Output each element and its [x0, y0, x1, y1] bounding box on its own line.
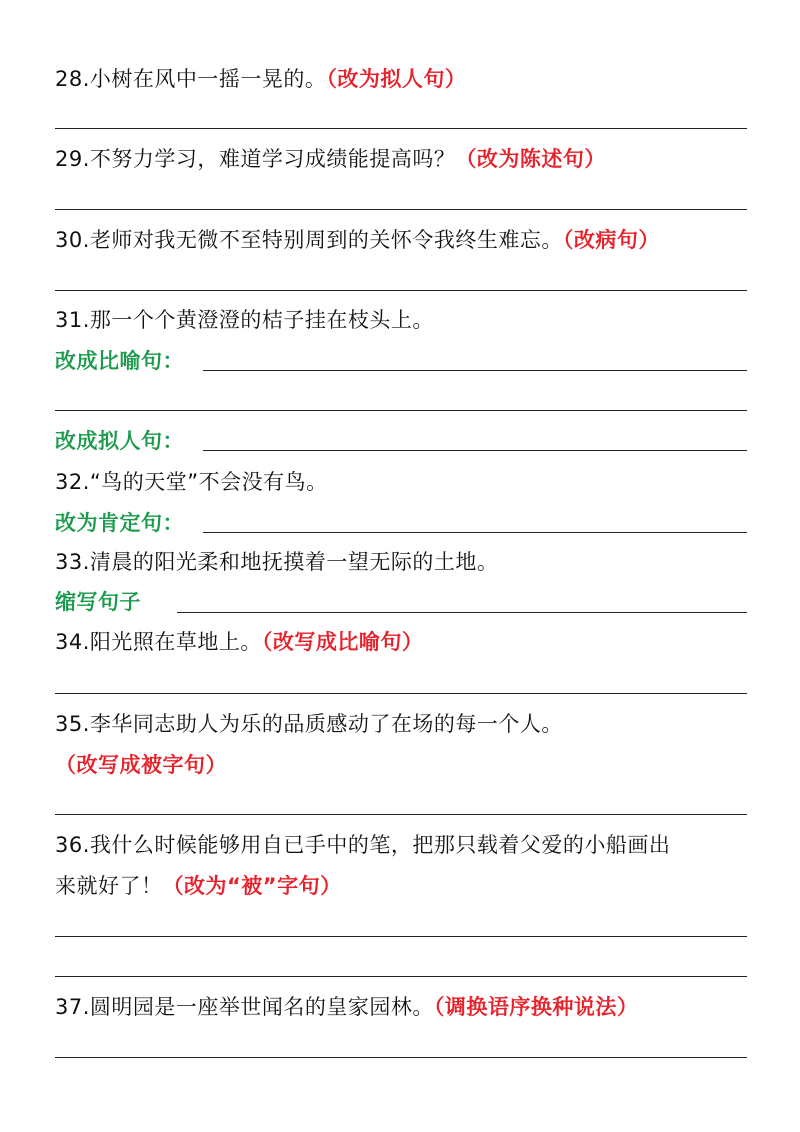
- answer-line[interactable]: [203, 532, 747, 533]
- question-number: 37.: [55, 995, 90, 1019]
- question-text: 阳光照在草地上。: [89, 630, 262, 654]
- question-34: [55, 628, 423, 656]
- instruction: （改为“被”字句）: [162, 874, 342, 898]
- prompt-shorten: 缩写句子: [55, 590, 141, 614]
- question-30: [55, 226, 660, 254]
- question-text: 那一个个黄澄澄的桔子挂在枝头上。: [89, 308, 434, 332]
- question-text: 我什么时候能够用自已手中的笔，把那只载着父爱的小船画出: [89, 833, 671, 857]
- question-32: [55, 468, 328, 496]
- question-number: 31.: [55, 308, 90, 332]
- prompt-affirmative: 改为肯定句：: [55, 511, 184, 535]
- question-number: 35.: [55, 712, 90, 736]
- question-37: [55, 993, 638, 1021]
- answer-line[interactable]: [177, 612, 747, 613]
- instruction: （调换语序换种说法）: [433, 995, 639, 1019]
- question-text: 来就好了！: [55, 874, 163, 898]
- prompt-personification: 改成拟人句：: [55, 429, 184, 453]
- question-number: 29.: [55, 147, 90, 171]
- question-number: 34.: [55, 630, 90, 654]
- answer-line[interactable]: [55, 410, 747, 411]
- question-text: “鸟的天堂”不会没有鸟。: [89, 470, 328, 494]
- instruction: （改写成比喻句）: [261, 630, 424, 654]
- instruction: （改为陈述句）: [455, 147, 606, 171]
- question-36: [55, 831, 670, 859]
- instruction: （改病句）: [562, 228, 660, 252]
- question-number: 32.: [55, 470, 90, 494]
- question-36-continued: [55, 872, 342, 900]
- question-28: [55, 65, 466, 93]
- question-number: 30.: [55, 228, 90, 252]
- prompt-metaphor: 改成比喻句：: [55, 349, 184, 373]
- question-text: 清晨的阳光柔和地抚摸着一望无际的土地。: [89, 550, 499, 574]
- answer-line[interactable]: [55, 936, 747, 937]
- question-29: [55, 145, 606, 173]
- answer-line[interactable]: [55, 976, 747, 977]
- answer-line[interactable]: [55, 1057, 747, 1058]
- answer-line[interactable]: [203, 370, 747, 371]
- answer-line[interactable]: [55, 290, 747, 291]
- answer-line[interactable]: [55, 209, 747, 210]
- question-text: 小树在风中一摇一晃的。: [89, 67, 327, 91]
- question-number: 36.: [55, 833, 90, 857]
- question-31: [55, 306, 434, 334]
- question-text: 圆明园是一座举世闻名的皇家园林。: [89, 995, 434, 1019]
- question-33: [55, 548, 498, 576]
- question-35: [55, 710, 563, 738]
- answer-line[interactable]: [55, 128, 747, 129]
- answer-line[interactable]: [55, 814, 747, 815]
- question-number: 28.: [55, 67, 90, 91]
- answer-line[interactable]: [203, 450, 747, 451]
- answer-line[interactable]: [55, 693, 747, 694]
- question-text: 李华同志助人为乐的品质感动了在场的每一个人。: [89, 712, 563, 736]
- question-text: 不努力学习，难道学习成绩能提高吗？: [89, 147, 456, 171]
- question-number: 33.: [55, 550, 90, 574]
- instruction: （改写成被字句）: [55, 753, 227, 777]
- question-text: 老师对我无微不至特别周到的关怀令我终生难忘。: [89, 228, 563, 252]
- instruction: （改为拟人句）: [326, 67, 467, 91]
